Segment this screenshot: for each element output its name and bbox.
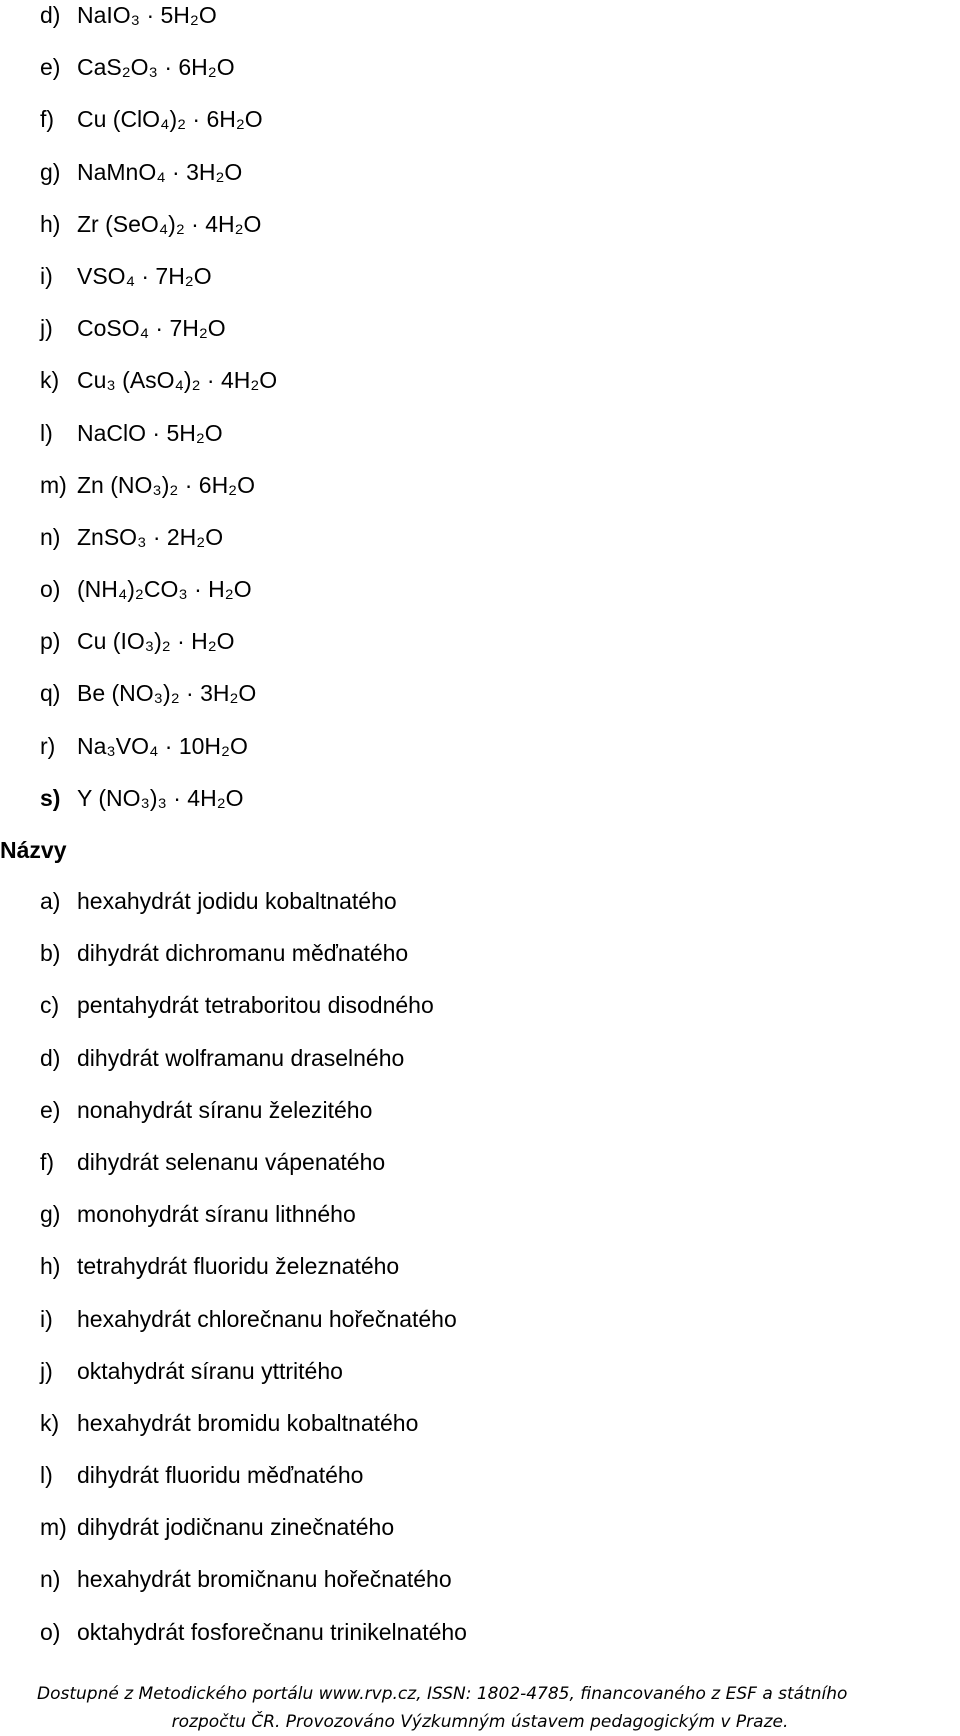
names-list bbox=[0, 886, 960, 1669]
list-item-marker: p) bbox=[40, 628, 61, 655]
list-item bbox=[0, 990, 960, 1042]
list-item-text: pentahydrát tetraboritou disodného bbox=[77, 992, 434, 1019]
list-item-marker: q) bbox=[40, 680, 61, 707]
list-item-text: dihydrát jodičnanu zinečnatého bbox=[77, 1514, 395, 1541]
list-item-text: Zr (SeO₄)₂ · 4H₂O bbox=[77, 210, 262, 237]
list-item-text: hexahydrát bromidu kobaltnatého bbox=[77, 1409, 419, 1436]
list-item-marker: l) bbox=[40, 419, 53, 446]
list-item-marker: g) bbox=[40, 158, 61, 185]
list-item-text: NaIO₃ · 5H₂O bbox=[77, 2, 217, 28]
list-item-text: dihydrát wolframanu draselného bbox=[77, 1044, 405, 1071]
list-item-text: hexahydrát jodidu kobaltnatého bbox=[77, 888, 397, 914]
list-item-text: NaClO · 5H₂O bbox=[77, 419, 223, 446]
list-item-text: Be (NO₃)₂ · 3H₂O bbox=[77, 680, 257, 707]
list-item bbox=[0, 157, 960, 209]
list-item-marker: e) bbox=[40, 1096, 61, 1123]
list-item bbox=[0, 626, 960, 678]
list-item-marker: k) bbox=[40, 1409, 60, 1436]
list-item bbox=[0, 783, 960, 835]
list-item-marker: k) bbox=[40, 367, 60, 394]
list-item-marker: o) bbox=[40, 576, 61, 603]
list-item-text: dihydrát fluoridu měďnatého bbox=[77, 1462, 364, 1489]
list-item-marker: e) bbox=[40, 54, 61, 81]
list-item-marker: a) bbox=[40, 888, 61, 914]
list-item-text: Y (NO₃)₃ · 4H₂O bbox=[77, 784, 244, 811]
list-item bbox=[0, 470, 960, 522]
list-item-marker: j) bbox=[40, 315, 53, 342]
list-item bbox=[0, 1304, 960, 1356]
list-item bbox=[0, 1512, 960, 1564]
list-item bbox=[0, 418, 960, 470]
list-item bbox=[0, 1147, 960, 1199]
list-item-marker: r) bbox=[40, 732, 56, 759]
list-item-text: VSO₄ · 7H₂O bbox=[77, 262, 212, 289]
list-item bbox=[0, 938, 960, 990]
list-item-text: NaMnO₄ · 3H₂O bbox=[77, 158, 243, 185]
list-item bbox=[0, 209, 960, 261]
section-heading-names: Názvy bbox=[0, 837, 67, 863]
list-item-marker: l) bbox=[40, 1462, 53, 1489]
list-item-text: nonahydrát síranu železitého bbox=[77, 1096, 373, 1123]
list-item-marker: i) bbox=[40, 1305, 53, 1332]
list-item-text: hexahydrát chlorečnanu hořečnatého bbox=[77, 1305, 457, 1332]
list-item-marker: m) bbox=[40, 471, 67, 498]
footer-line-2: rozpočtu ČR. Provozováno Výzkumným ústavem pedagogickým v Praze. bbox=[171, 1712, 789, 1732]
list-item bbox=[0, 574, 960, 626]
list-item-text: ZnSO₃ · 2H₂O bbox=[77, 523, 224, 550]
formula-list bbox=[0, 0, 960, 835]
list-item bbox=[0, 731, 960, 783]
list-item-marker: b) bbox=[40, 940, 61, 967]
list-item bbox=[0, 313, 960, 365]
list-item bbox=[0, 0, 960, 52]
list-item bbox=[0, 365, 960, 417]
list-item-text: Cu (ClO₄)₂ · 6H₂O bbox=[77, 106, 263, 133]
list-item bbox=[0, 1460, 960, 1512]
list-item-text: monohydrát síranu lithného bbox=[77, 1201, 356, 1228]
list-item-text: dihydrát selenanu vápenatého bbox=[77, 1148, 386, 1175]
footer-line-1: Dostupné z Metodického portálu www.rvp.cz, ISSN: 1802-4785, financovaného z ESF a státního bbox=[37, 1684, 848, 1704]
list-item bbox=[0, 1251, 960, 1303]
list-item bbox=[0, 522, 960, 574]
list-item bbox=[0, 1356, 960, 1408]
list-item-marker: d) bbox=[40, 1044, 61, 1071]
list-item-text: (NH₄)₂CO₃ · H₂O bbox=[77, 576, 252, 603]
list-item-marker: h) bbox=[40, 210, 61, 237]
list-item-text: Na₃VO₄ · 10H₂O bbox=[77, 732, 248, 759]
list-item-text: CoSO₄ · 7H₂O bbox=[77, 315, 226, 342]
list-item-text: tetrahydrát fluoridu železnatého bbox=[77, 1253, 400, 1280]
list-item bbox=[0, 1564, 960, 1616]
list-item-marker: i) bbox=[40, 262, 53, 289]
list-item-marker: n) bbox=[40, 1566, 61, 1593]
list-item bbox=[0, 104, 960, 156]
list-item-text: dihydrát dichromanu měďnatého bbox=[77, 940, 409, 967]
list-item-marker: g) bbox=[40, 1201, 61, 1228]
list-item bbox=[0, 261, 960, 313]
list-item-marker: f) bbox=[40, 106, 55, 133]
footer bbox=[0, 1680, 960, 1736]
list-item bbox=[0, 1617, 960, 1669]
list-item-text: Cu₃ (AsO₄)₂ · 4H₂O bbox=[77, 367, 278, 394]
list-item-text: hexahydrát bromičnanu hořečnatého bbox=[77, 1566, 452, 1593]
list-item bbox=[0, 1043, 960, 1095]
list-item-marker: s) bbox=[40, 784, 61, 811]
list-item-marker: m) bbox=[40, 1514, 67, 1541]
list-item-text: oktahydrát síranu yttritého bbox=[77, 1357, 343, 1384]
list-item bbox=[0, 1095, 960, 1147]
list-item-text: Cu (IO₃)₂ · H₂O bbox=[77, 628, 235, 655]
list-item bbox=[0, 1408, 960, 1460]
list-item bbox=[0, 886, 960, 938]
list-item-marker: h) bbox=[40, 1253, 61, 1280]
list-item-marker: o) bbox=[40, 1618, 61, 1645]
list-item-marker: d) bbox=[40, 2, 61, 28]
list-item bbox=[0, 52, 960, 104]
list-item bbox=[0, 678, 960, 730]
list-item-marker: f) bbox=[40, 1148, 55, 1175]
list-item-text: CaS₂O₃ · 6H₂O bbox=[77, 54, 235, 81]
list-item-text: oktahydrát fosforečnanu trinikelnatého bbox=[77, 1618, 467, 1645]
list-item-text: Zn (NO₃)₂ · 6H₂O bbox=[77, 471, 256, 498]
list-item-marker: n) bbox=[40, 523, 61, 550]
list-item-marker: c) bbox=[40, 992, 60, 1019]
list-item bbox=[0, 1199, 960, 1251]
list-item-marker: j) bbox=[40, 1357, 53, 1384]
